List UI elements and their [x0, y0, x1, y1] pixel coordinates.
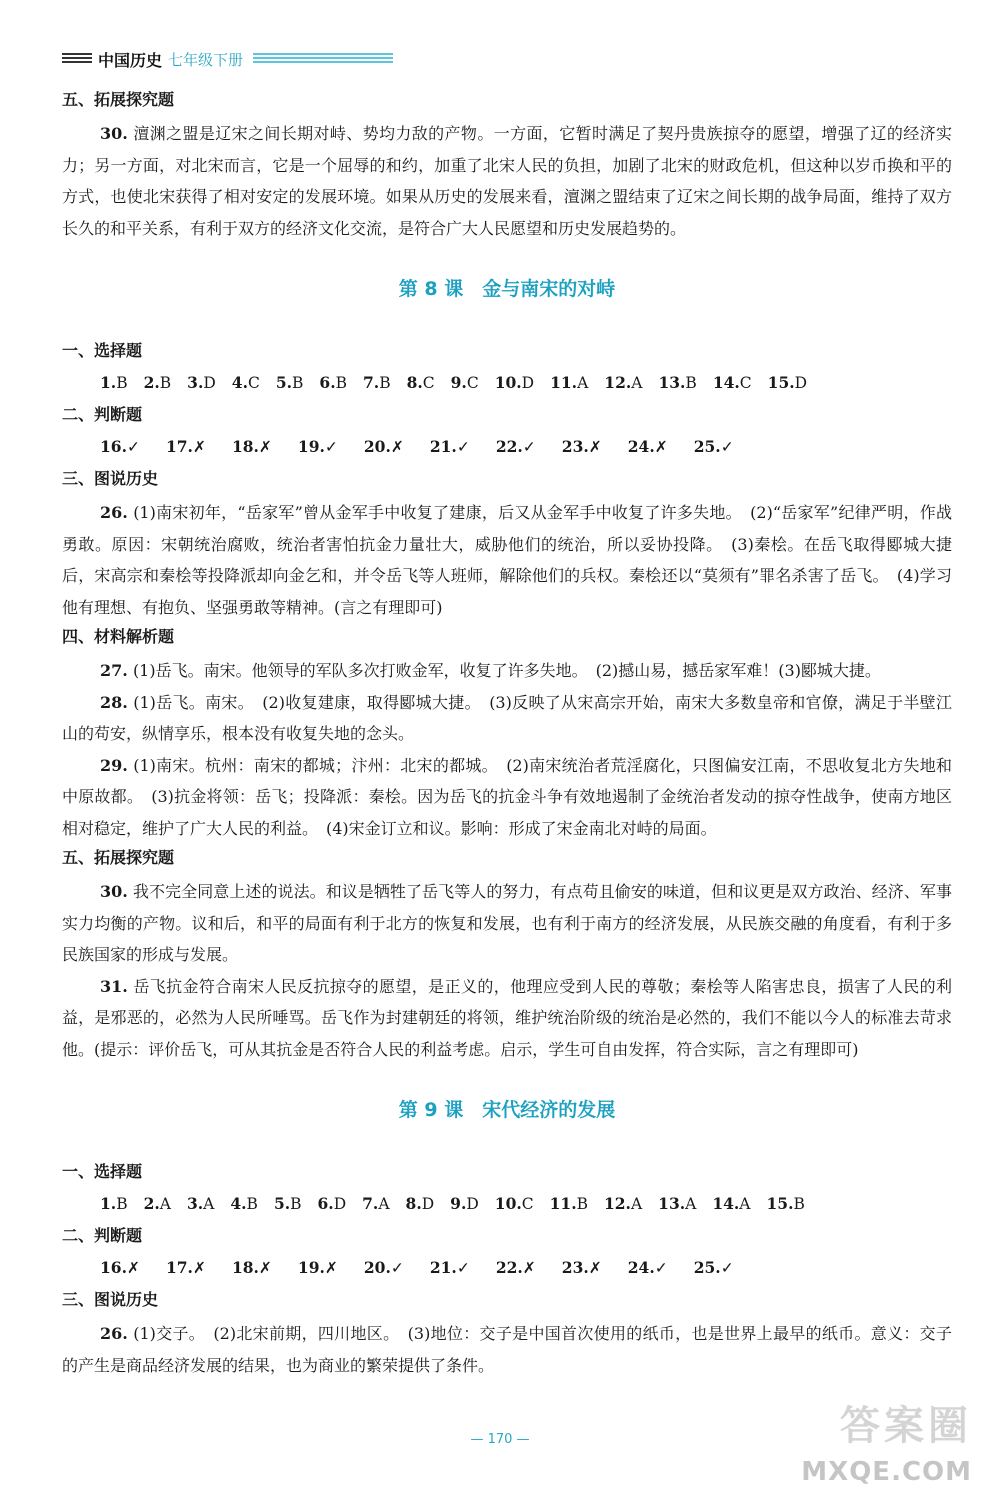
choice-answer: 14.A [712, 1194, 751, 1213]
judge-answer-number: 21. [429, 1258, 457, 1277]
choice-answer-number: 10. [494, 1194, 522, 1213]
choice-answer-number: 12. [603, 1194, 631, 1213]
judge-answer-number: 18. [231, 437, 259, 456]
choice-answer-number: 2. [143, 373, 160, 392]
choice-answer-number: 9. [450, 373, 467, 392]
choice-answer: 15.B [766, 1194, 805, 1213]
choice-answer: 9.C [450, 373, 479, 392]
choice-answer: 13.A [658, 1194, 697, 1213]
choice-answer: 2.B [143, 373, 172, 392]
choice-answer: 12.A [603, 1194, 643, 1213]
judge-answer-number: 16. [100, 437, 127, 456]
choice-answer: 9.D [450, 1194, 479, 1213]
choice-answer: 10.C [494, 1194, 534, 1213]
choice-answer: 13.B [658, 373, 697, 392]
choice-answer-number: 7. [363, 373, 380, 392]
choice-answer-number: 13. [658, 373, 686, 392]
choice-answer: 11.B [549, 1194, 588, 1213]
section-heading: 三、图说历史 [62, 469, 159, 488]
judge-answer: 18.✗ [231, 437, 272, 456]
judge-answer-number: 25. [693, 1258, 721, 1277]
choice-answer-number: 1. [100, 1194, 117, 1213]
choice-answer-number: 15. [766, 1194, 794, 1213]
watermark-logo: 答案圈 [840, 1403, 972, 1449]
judge-answers-row [100, 433, 952, 461]
section-heading: 二、判断题 [62, 405, 143, 424]
judge-answer-number: 17. [165, 437, 193, 456]
watermark-site: MXQE.COM [801, 1457, 972, 1487]
choice-answer-number: 5. [275, 373, 293, 392]
judge-answer-number: 22. [495, 1258, 523, 1277]
choice-answers-row [100, 369, 952, 397]
judge-answer-number: 17. [165, 1258, 193, 1277]
judge-answer: 18.✗ [231, 1258, 272, 1277]
header-decor-right [253, 53, 393, 65]
section-heading: 一、选择题 [62, 1162, 143, 1181]
judge-answer: 23.✗ [561, 1258, 602, 1277]
section-heading: 四、材料解析题 [62, 627, 175, 646]
choice-answer-number: 15. [767, 373, 795, 392]
judge-answer-number: 24. [627, 1258, 655, 1277]
choice-answer: 4.B [230, 1194, 258, 1213]
judge-answer-number: 22. [495, 437, 523, 456]
choice-answer: 2.A [143, 1194, 171, 1213]
answer-paragraph: 28. (1)岳飞。南宋。 (2)收复建康，取得郾城大捷。 (3)反映了从宋高宗开始，南宋大多数皇帝和官僚，满足于半壁江山的苟安，纵情享乐，根本没有收复失地的念头。 [62, 692, 952, 743]
judge-answer-number: 19. [297, 437, 325, 456]
choice-answer: 12.A [604, 373, 643, 392]
judge-answer: 20.✗ [363, 437, 404, 456]
choice-answer: 11.A [550, 373, 589, 392]
page-header [62, 46, 393, 72]
choice-answer: 8.C [406, 373, 435, 392]
choice-answer: 4.C [231, 373, 260, 392]
judge-answer: 20.✓ [363, 1258, 404, 1277]
choice-answer-number: 9. [450, 1194, 467, 1213]
judge-answer-number: 19. [297, 1258, 325, 1277]
choice-answer-number: 4. [230, 1194, 247, 1213]
judge-answer-number: 23. [561, 437, 589, 456]
judge-answer: 16.✓ [100, 437, 140, 456]
choice-answer-number: 3. [186, 1194, 204, 1213]
choice-answer-number: 8. [406, 373, 423, 392]
choice-answer-number: 6. [317, 1194, 334, 1213]
choice-answer-number: 13. [658, 1194, 686, 1213]
page-number: — 170 — [470, 1432, 530, 1447]
judge-answers-row [100, 1254, 952, 1282]
choice-answer: 3.D [187, 373, 216, 392]
choice-answer: 10.D [494, 373, 535, 392]
judge-answer: 25.✓ [693, 1258, 734, 1277]
judge-answer: 23.✗ [561, 437, 602, 456]
choice-answer-number: 14. [712, 373, 740, 392]
answer-paragraph: 27. (1)岳飞。南宋。他领导的军队多次打败金军，收复了许多失地。 (2)撼山易，撼岳家军难！(3)郾城大捷。 [100, 661, 881, 680]
section-heading: 五、拓展探究题 [62, 848, 175, 867]
section-heading: 三、图说历史 [62, 1290, 159, 1309]
lesson-title: 第 9 课 宋代经济的发展 [398, 1099, 616, 1121]
judge-answer-number: 20. [363, 437, 391, 456]
answer-paragraph: 26. (1)交子。 (2)北宋前期，四川地区。 (3)地位：交子是中国首次使用的纸币，也是世界上最早的纸币。意义：交子的产生是商品经济发展的结果，也为商业的繁荣提供了条件。 [62, 1324, 952, 1375]
choice-answer: 1.B [100, 1194, 128, 1213]
answer-paragraph: 29. (1)南宋。杭州：南宋的都城；汴州：北宋的都城。 (2)南宋统治者荒淫腐化，只图偏安江南，不思收复北方失地和中原故都。 (3)抗金将领：岳飞；投降派：秦桧。因为岳飞的抗金斗争有效地遏制了金统治者发动的掠夺性战争，使南方地区相对稳定，维护了广大人民的利益。 (4)宋金订立和议。影响：形成了宋金南北对峙的局面。 [62, 755, 952, 838]
choice-answer: 7.B [363, 373, 391, 392]
choice-answer: 7.A [362, 1194, 390, 1213]
answer-paragraph: 31. 岳飞抗金符合南宋人民反抗掠夺的愿望，是正义的，他理应受到人民的尊敬；秦桧等人陷害忠良，损害了人民的利益，是邪恶的，必然为人民所唾骂。岳飞作为封建朝廷的将领，维护统治阶级的统治是必然的，我们不能以今人的标准去苛求他。(提示：评价岳飞，可从其抗金是否符合人民的利益考虑。启示，学生可自由发挥，符合实际，言之有理即可) [62, 976, 952, 1059]
header-decor-left [62, 53, 92, 65]
judge-answer: 24.✗ [627, 437, 668, 456]
judge-answer: 17.✗ [165, 1258, 206, 1277]
section-heading: 二、判断题 [62, 1226, 143, 1245]
choice-answer: 15.D [767, 373, 808, 392]
judge-answer: 19.✓ [297, 437, 338, 456]
judge-answer: 21.✓ [429, 437, 470, 456]
judge-answer: 19.✗ [297, 1258, 338, 1277]
header-grade: 七年级下册 [168, 50, 244, 69]
header-subject: 中国历史 [98, 50, 163, 70]
choice-answer-number: 5. [273, 1194, 291, 1213]
choice-answer-number: 11. [549, 1194, 577, 1213]
choice-answer: 8.D [405, 1194, 435, 1213]
judge-answer: 24.✓ [627, 1258, 668, 1277]
choice-answer-number: 2. [143, 1194, 160, 1213]
answer-paragraph: 30. 我不完全同意上述的说法。和议是牺牲了岳飞等人的努力，有点苟且偷安的味道，但和议更是双方政治、经济、军事实力均衡的产物。议和后，和平的局面有利于北方的恢复和发展，也有利于南方的经济发展，从民族交融的角度看，有利于多民族国家的形成与发展。 [62, 882, 952, 964]
judge-answer: 22.✗ [495, 1258, 536, 1277]
judge-answer: 22.✓ [495, 437, 536, 456]
judge-answer-number: 16. [100, 1258, 127, 1277]
page-content [62, 86, 952, 1381]
choice-answer-number: 1. [100, 373, 117, 392]
choice-answer: 14.C [712, 373, 752, 392]
choice-answer-number: 8. [405, 1194, 422, 1213]
lesson-title: 第 8 课 金与南宋的对峙 [398, 278, 616, 300]
choice-answer-number: 11. [550, 373, 578, 392]
judge-answer-number: 20. [363, 1258, 391, 1277]
choice-answer: 6.D [317, 1194, 347, 1213]
judge-answer-number: 24. [627, 437, 655, 456]
answer-paragraph: 30. 澶渊之盟是辽宋之间长期对峙、势均力敌的产物。一方面，它暂时满足了契丹贵族掠夺的愿望，增强了辽的经济实力；另一方面，对北宋而言，它是一个屈辱的和约，加重了北宋人民的负担，加剧了北宋的财政危机，但这种以岁币换和平的方式，也使北宋获得了相对安定的发展环境。如果从历史的发展来看，澶渊之盟结束了辽宋之间长期的战争局面，维持了双方长久的和平关系，有利于双方的经济文化交流，是符合广大人民愿望和历史发展趋势的。 [62, 124, 952, 238]
choice-answer: 5.B [275, 373, 304, 392]
choice-answer-number: 7. [362, 1194, 379, 1213]
judge-answer: 17.✗ [165, 437, 206, 456]
judge-answer-number: 23. [561, 1258, 589, 1277]
choice-answer: 1.B [100, 373, 128, 392]
section-heading: 一、选择题 [62, 341, 143, 360]
choice-answer-number: 14. [712, 1194, 740, 1213]
judge-answer-number: 21. [429, 437, 457, 456]
choice-answer-number: 3. [187, 373, 204, 392]
choice-answer: 6.B [319, 373, 347, 392]
judge-answer-number: 18. [231, 1258, 259, 1277]
choice-answers-row [100, 1190, 952, 1218]
section-heading: 五、拓展探究题 [62, 90, 175, 109]
choice-answer: 3.A [186, 1194, 215, 1213]
answer-paragraph: 26. (1)南宋初年，“岳家军”曾从金军手中收复了建康，后又从金军手中收复了许多失地。 (2)“岳家军”纪律严明，作战勇敢。原因：宋朝统治腐败，统治者害怕抗金力量壮大，威胁他们的统治，所以妥协投降。 (3)秦桧。在岳飞取得郾城大捷后，宋高宗和秦桧等投降派却向金乞和，并令岳飞等人班师，解除他们的兵权。秦桧还以“莫须有”罪名杀害了岳飞。 (4)学习他有理想、有抱负、坚强勇敢等精神。(言之有理即可) [62, 503, 952, 617]
judge-answer: 16.✗ [100, 1258, 140, 1277]
choice-answer-number: 10. [494, 373, 522, 392]
judge-answer: 25.✓ [693, 437, 734, 456]
choice-answer-number: 4. [231, 373, 248, 392]
judge-answer: 21.✓ [429, 1258, 470, 1277]
judge-answer-number: 25. [693, 437, 721, 456]
choice-answer: 5.B [273, 1194, 302, 1213]
choice-answer-number: 12. [604, 373, 632, 392]
choice-answer-number: 6. [319, 373, 336, 392]
